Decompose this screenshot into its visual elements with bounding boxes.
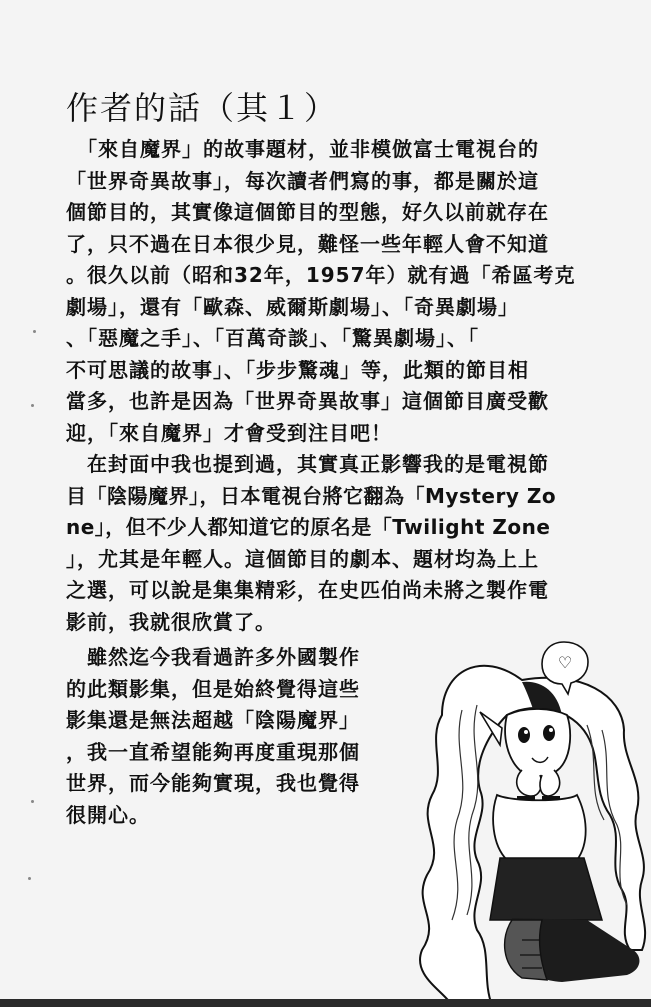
text-line: 影前，我就很欣賞了。 [66,609,276,634]
text-line: 、「惡魔之手」、「百萬奇談」、「驚異劇場」、「 [66,326,479,350]
scan-speck [31,404,34,407]
face-shape [505,709,570,777]
scan-speck [31,800,34,803]
boot [505,920,547,980]
text-line: 劇場」，還有「歐森、威爾斯劇場」、「奇異劇場」 [66,294,519,319]
text-line: 「世界奇異故事」，每次讀者們寫的事，都是關於這 [66,168,539,193]
page-title: 作者的話（其１） [66,89,339,128]
skirt [490,858,602,920]
text-line: 不可思議的故事」、「步步驚魂」等，此類的節目相 [66,357,529,382]
text-line: 迎，「來自魔界」才會受到注目吧！ [66,420,392,445]
text-line: 「來自魔界」的故事題材，並非模倣富士電視台的 [66,137,539,161]
text-line: 了，只不過在日本很少見，難怪一些年輕人會不知道 [66,231,549,256]
text-line: 很開心。 [66,802,150,827]
text-line: 的此類影集，但是始終覺得這些 [66,676,360,701]
paragraph-main [66,134,606,638]
text-line: 世界，而今能夠實現，我也覺得 [66,771,360,795]
text-line: 當多，也許是因為「世界奇異故事」這個節目廣受歡 [66,389,549,413]
text-line: 影集還是無法超越「陰陽魔界」 [66,708,360,732]
text-line: ne」，但不少人都知道它的原名是「Twilight Zone [66,515,551,539]
scan-speck [28,877,31,880]
speech-bubble-text: ♡ [557,653,573,672]
page-bottom-edge [0,999,651,1007]
text-line: 」，尤其是年輕人。這個節目的劇本、題材均為上上 [66,546,539,571]
text-line: 目「陰陽魔界」，日本電視台將它翻為「Mystery Zo [66,483,557,508]
blouse [493,795,586,860]
text-line: 。很久以前（昭和32年，1957年）就有過「希區考克 [66,263,576,287]
text-line: 雖然迄今我看過許多外國製作 [66,645,360,669]
girl-illustration [372,620,651,1007]
text-line: ，我一直希望能夠再度重現那個 [66,739,360,764]
text-line: 個節目的，其實像這個節目的型態，好久以前就存在 [66,200,549,224]
text-line: 之選，可以說是集集精彩，在史匹伯尚未將之製作電 [66,578,549,602]
text-line: 在封面中我也提到過，其實真正影響我的是電視節 [66,452,549,476]
paragraph-closing [66,642,406,831]
scan-speck [33,330,36,333]
